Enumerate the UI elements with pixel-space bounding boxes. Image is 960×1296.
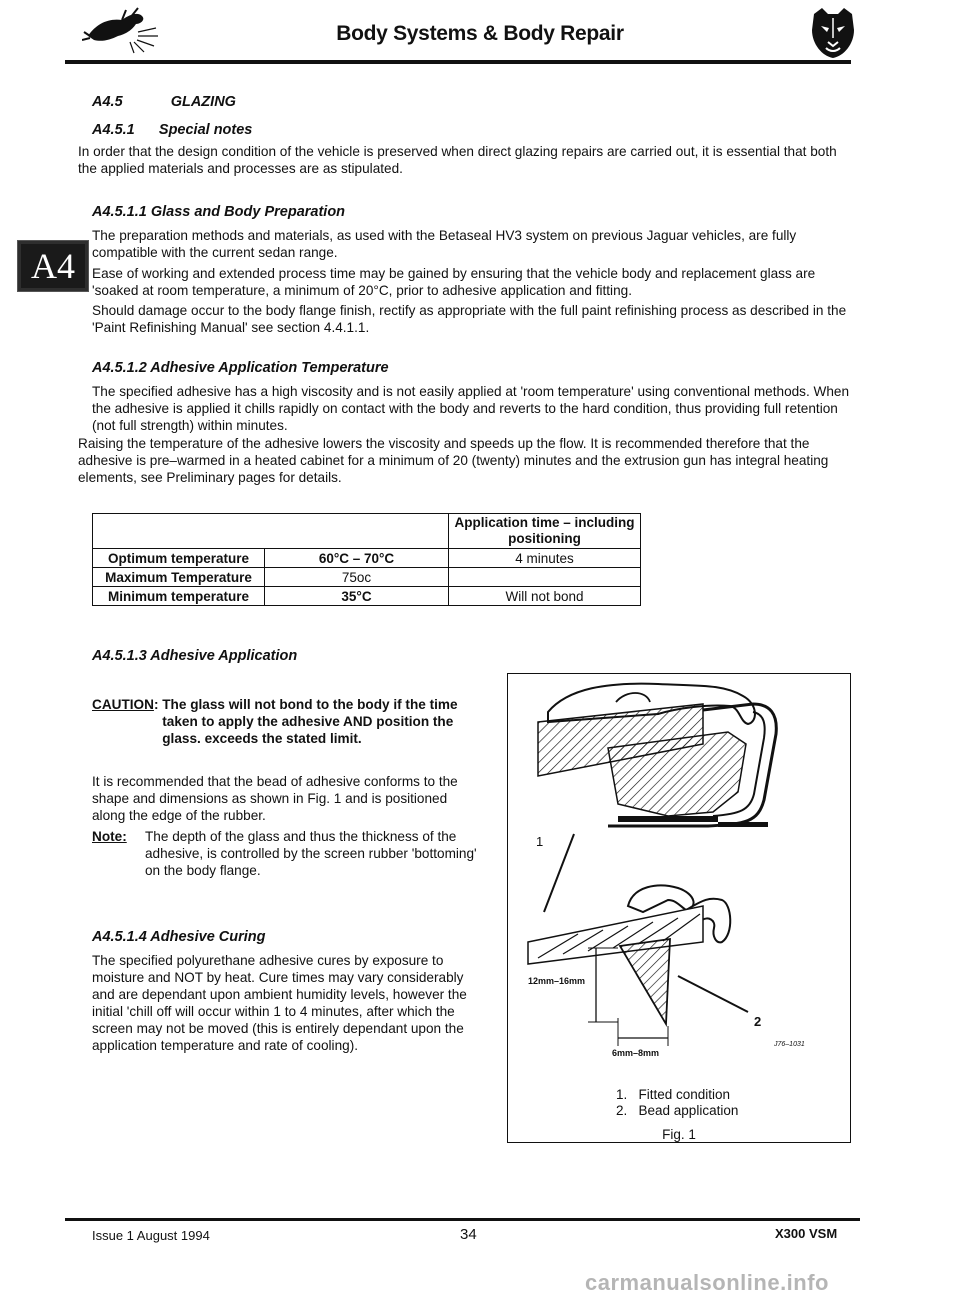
figure-legend-1: 1. Fitted condition [616,1087,731,1102]
figure-callout-2: 2 [754,1014,762,1029]
table-row [93,549,641,568]
glass-prep-p2: Ease of working and extended process time may be gained by ensuring that the vehicle body and replacement glass are 'soaked at room temperature, a minimum of 20°C, prior to adhesive application and fitting. [92,266,816,298]
adhesive-curing-heading: A4.5.1.4 Adhesive Curing [92,929,266,945]
caution-text: The glass will not bond to the body if the time taken to apply the adhesive AND position the glass. exceeds the stated limit. [162,697,458,746]
footer-model: X300 VSM [775,1226,838,1241]
footer-rule [65,1218,860,1221]
table-header-row [93,514,641,549]
section-tab: A4 [17,240,89,292]
windscreen-section-diagram [508,674,850,1084]
figure-callout-1: 1 [536,834,544,849]
figure-reference: J76–1031 [774,1041,805,1048]
adhesive-app-heading: A4.5.1.3 Adhesive Application [92,648,298,664]
note-block [92,828,477,879]
table-cell: 75oc [265,568,449,587]
table-cell: Optimum temperature [93,549,265,568]
table-cell: 60°C – 70°C [265,549,449,568]
table-row [93,587,641,606]
special-notes-heading: A4.5.1 Special notes [92,122,253,138]
glass-prep-p1: The preparation methods and materials, as used with the Betaseal HV3 system on previous Jaguar vehicles, are fully compatible with the current sedan range. [92,228,797,260]
figure-panel [507,673,851,1143]
glass-prep-heading: A4.5.1.1 Glass and Body Preparation [92,204,346,220]
table-header-cell: Application time – including positioning [449,514,641,549]
jaguar-head-logo-icon [808,4,858,60]
table-cell [449,568,641,587]
section-heading [92,94,236,110]
glass-prep-p3: Should damage occur to the body flange finish, rectify as appropriate with the full paint refinishing process as described in the 'Paint Refinishing Manual' see section 4.4.1.1. [92,303,847,335]
footer-issue: Issue 1 August 1994 [92,1228,210,1243]
page-number: 34 [460,1226,477,1243]
table-cell: Minimum temperature [93,587,265,606]
caution-block [92,696,477,747]
adhesive-temp-heading: A4.5.1.2 Adhesive Application Temperature [92,360,389,376]
adhesive-temp-p1: The specified adhesive has a high viscosity and is not easily applied at 'room temperature' using conventional methods. When the adhesive is applied it chills rapidly on contact with the body and reverts to the hard condition, thus providing full retention (not full strength) within minutes. [92,384,850,433]
adhesive-app-p1: It is recommended that the bead of adhesive conforms to the shape and dimensions as shown in Fig. 1 and is positioned along the edge of the rubber. [92,774,458,823]
adhesive-temp-p2: Raising the temperature of the adhesive lowers the viscosity and speeds up the flow. It is recommended therefore that the adhesive is pre–warmed in a heated cabinet for a minimum of 20 (twenty) minutes and the extrusion gun has integral heating elements, see Preliminary pages for details. [78,436,829,485]
table-row [93,568,641,587]
adhesive-curing-p1: The specified polyurethane adhesive cures by exposure to moisture and NOT by heat. Cure times may vary considerably and are dependant upon ambient humidity levels, however the initial 'chill off will occur within 1 to 4 minutes, after which the screen may not be moved (this is entirely dependant upon the application temperature and rate of cooling). [92,953,467,1053]
table-cell: Maximum Temperature [93,568,265,587]
table-cell: 35°C [265,587,449,606]
section-number: A4.5 [92,94,123,110]
table-cell: 4 minutes [449,549,641,568]
caution-label-wrap: CAUTION: [92,697,163,712]
watermark: carmanualsonline.info [585,1270,829,1295]
figure-dim-horizontal: 6mm–8mm [612,1048,660,1058]
figure-dim-vertical: 12mm–16mm [528,976,586,986]
table-cell: Will not bond [449,587,641,606]
figure-caption: Fig. 1 [662,1127,696,1142]
figure-legend-2: 2. Bead application [616,1103,739,1118]
table-header-blank [93,514,449,549]
header-rule [65,60,851,64]
note-label: Note: [92,829,127,844]
page-header-title: Body Systems & Body Repair [336,22,624,45]
caution-label: CAUTION [92,697,154,712]
temperature-table [92,513,641,606]
note-text: The depth of the glass and thus the thickness of the adhesive, is controlled by the screen rubber 'bottoming' on the body flange. [145,829,477,878]
special-notes-text: In order that the design condition of the vehicle is preserved when direct glazing repairs are carried out, it is essential that both the applied materials and processes are as stipulated. [78,144,837,176]
section-title: GLAZING [170,94,236,110]
